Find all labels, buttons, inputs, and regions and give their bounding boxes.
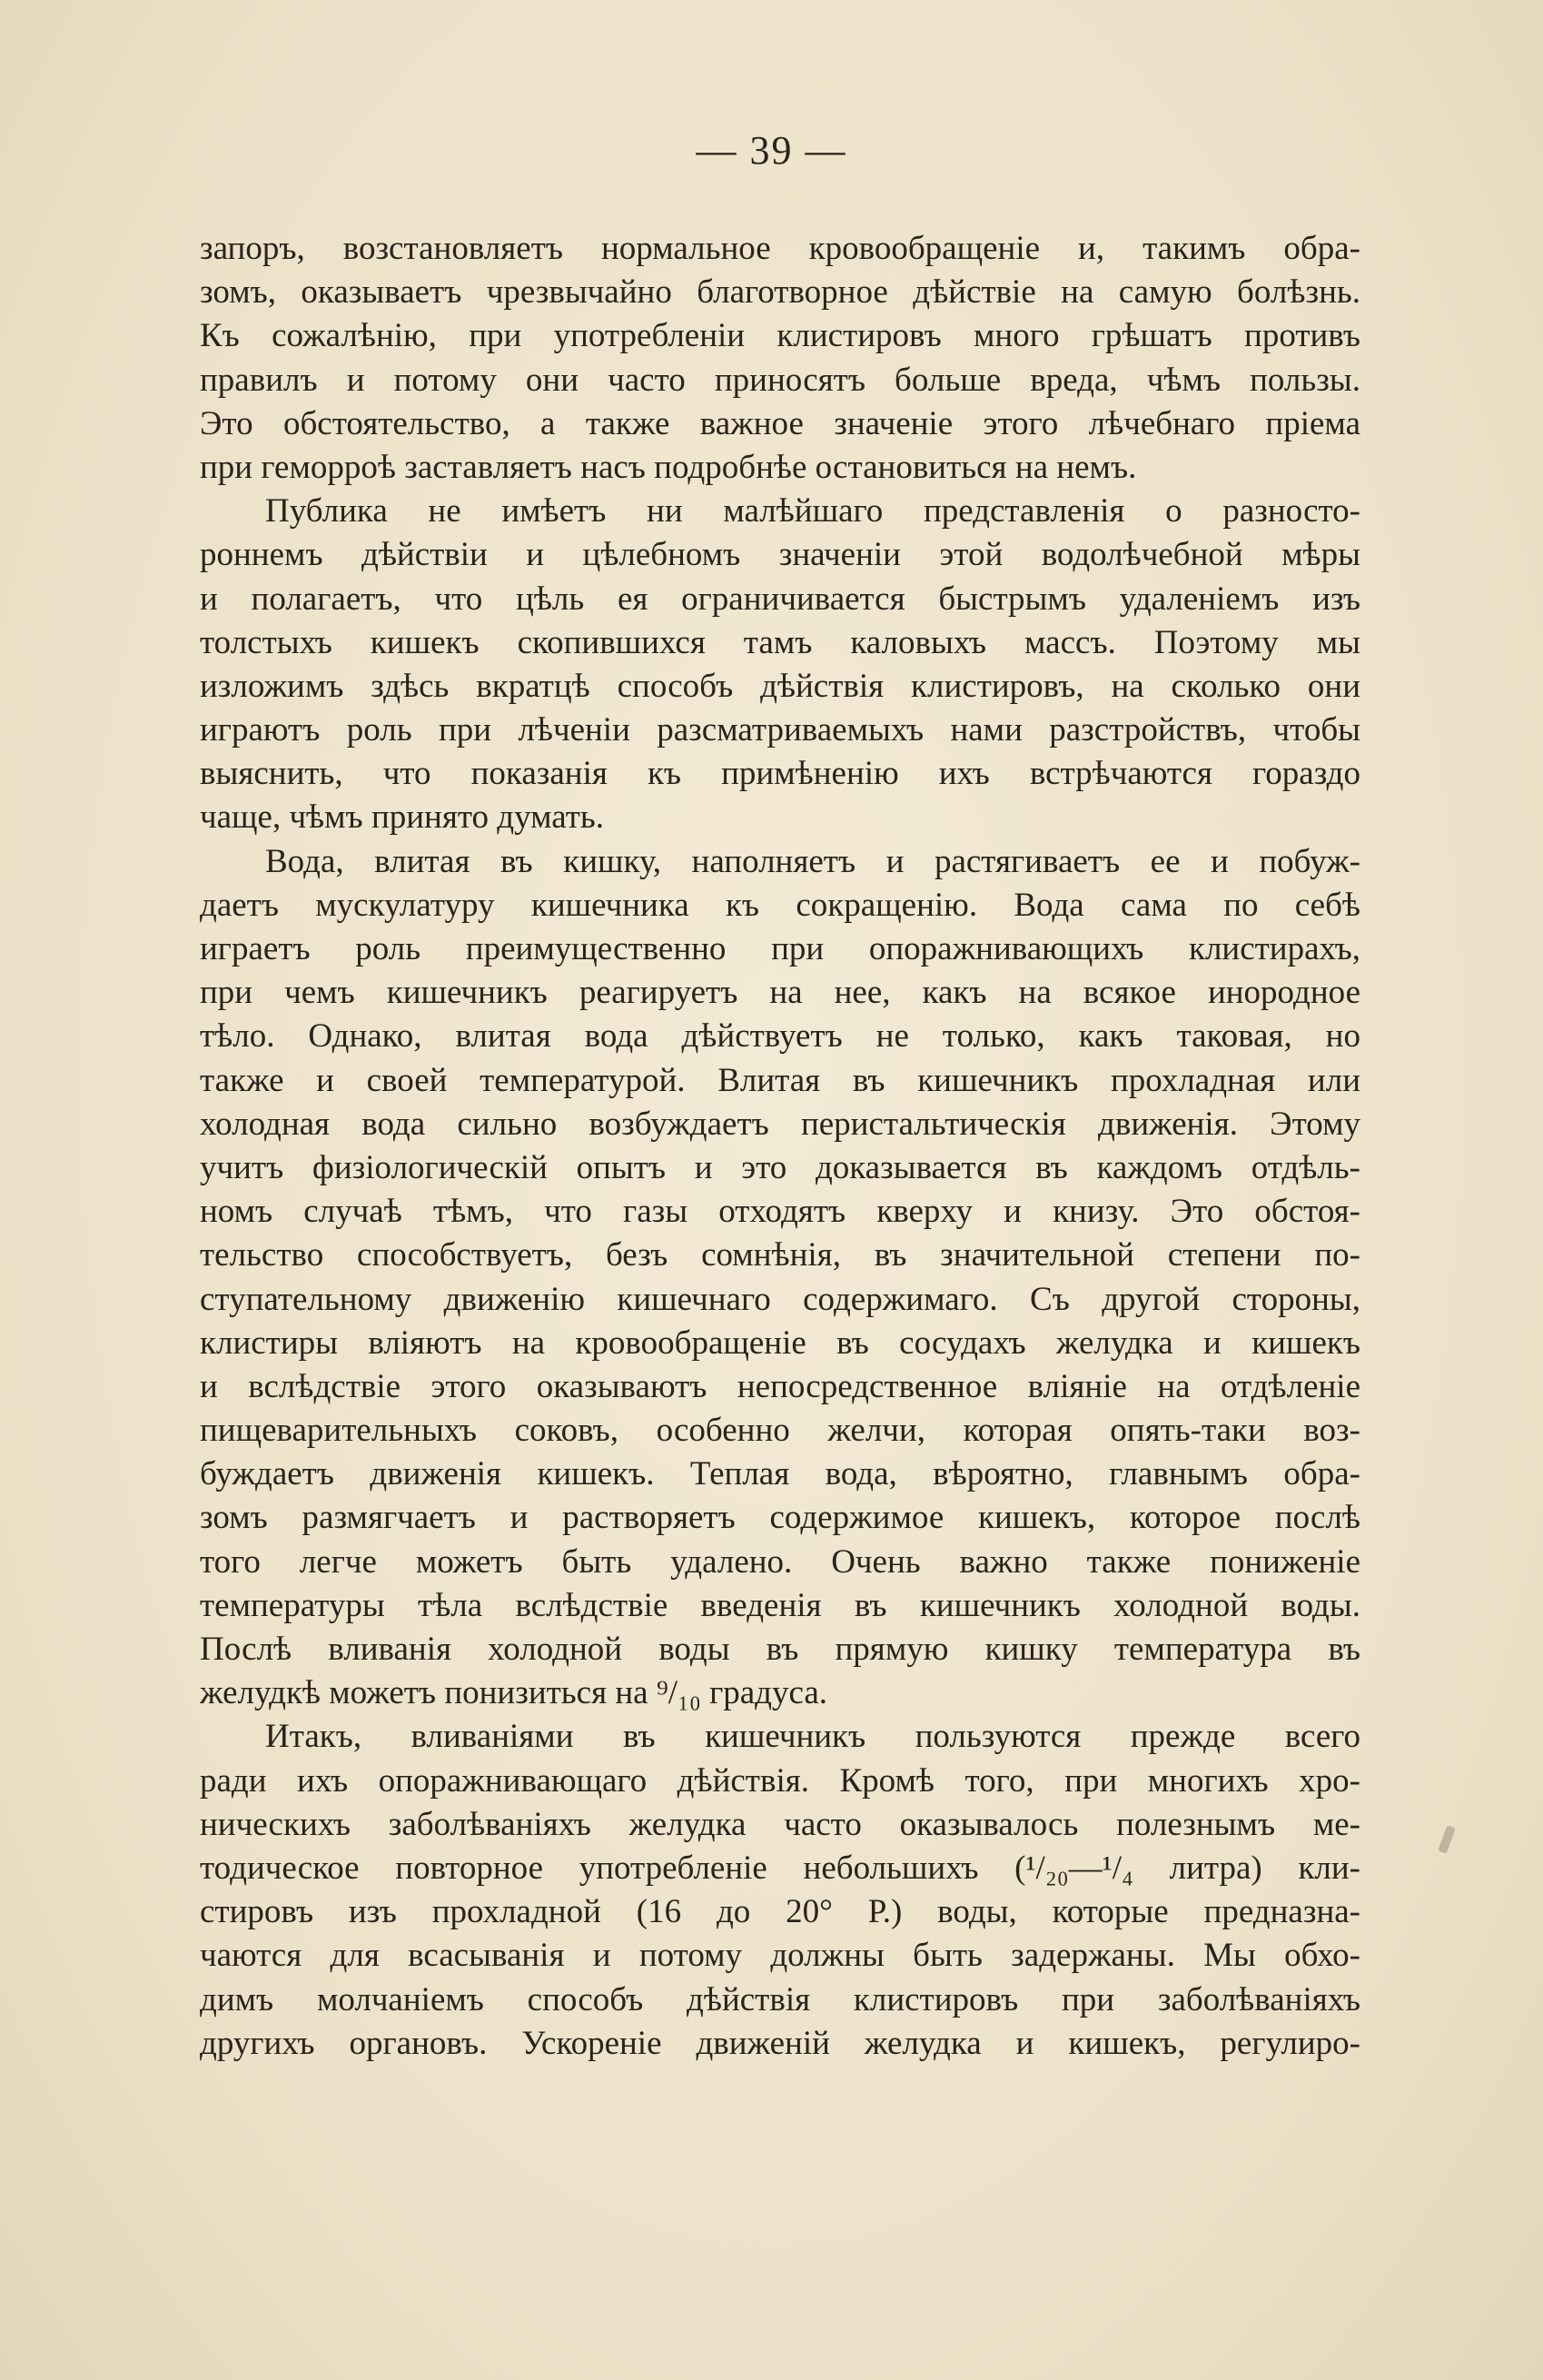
text-line: при чемъ кишечникъ реагируетъ на нее, какъ на всякое инородное (200, 974, 1360, 1012)
text-line: другихъ органовъ. Ускореніе движеній желудка и кишекъ, регулиро- (200, 2024, 1360, 2062)
text-line: того легче можетъ быть удалено. Очень важно также пониженіе (200, 1542, 1360, 1581)
text-line: при геморроѣ заставляетъ насъ подробнѣе остановиться на немъ. (200, 448, 1137, 486)
text-line: выяснить, что показанія къ примѣненію ихъ встрѣчаются гораздо (200, 755, 1360, 793)
text-line: ступательному движенію кишечнаго содержимаго. Съ другой стороны, (200, 1280, 1360, 1318)
text-line: Публика не имѣетъ ни малѣйшаго представленія о разносто- (265, 492, 1360, 531)
text-line: ническихъ заболѣваніяхъ желудка часто оказывалось полезнымъ ме- (200, 1805, 1360, 1843)
text-line: и полагаетъ, что цѣль ея ограничивается быстрымъ удаленіемъ изъ (200, 580, 1360, 618)
page-number: — 39 — (696, 128, 847, 173)
ink-mark (1438, 1825, 1456, 1854)
text-line: правилъ и потому они часто приносятъ больше вреда, чѣмъ пользы. (200, 361, 1360, 399)
text-line: Итакъ, вливаніями въ кишечникъ пользуются прежде всего (265, 1718, 1360, 1756)
text-line: чаще, чѣмъ принято думать. (200, 798, 605, 837)
text-line: играютъ роль при лѣченіи разсматриваемыхъ нами разстройствъ, чтобы (200, 711, 1360, 749)
text-line: толстыхъ кишекъ скопившихся тамъ каловыхъ массъ. Поэтому мы (200, 623, 1360, 661)
text-line: и вслѣдствіе этого оказываютъ непосредственное вліяніе на отдѣленіе (200, 1367, 1360, 1405)
text-line: тѣло. Однако, влитая вода дѣйствуетъ не только, какъ таковая, но (200, 1017, 1360, 1056)
text-line: даетъ мускулатуру кишечника къ сокращенію. Вода сама по себѣ (200, 886, 1360, 924)
text-line: тельство способствуетъ, безъ сомнѣнія, въ значительной степени по- (200, 1236, 1360, 1274)
text-line: изложимъ здѣсь вкратцѣ способъ дѣйствія клистировъ, на сколько они (200, 667, 1360, 705)
text-line: буждаетъ движенія кишекъ. Теплая вода, вѣроятно, главнымъ обра- (200, 1455, 1360, 1493)
text-line: Вода, влитая въ кишку, наполняетъ и растягиваетъ ее и побуж- (265, 842, 1360, 880)
text-line: желудкѣ можетъ понизиться на ⁹/₁₀ градуса. (200, 1674, 828, 1712)
text-line: ради ихъ опоражнивающаго дѣйствія. Кромѣ того, при многихъ хро- (200, 1761, 1360, 1800)
text-line: Это обстоятельство, а также важное значеніе этого лѣчебнаго пріема (200, 404, 1360, 442)
text-line: зомъ размягчаетъ и растворяетъ содержимое кишекъ, которое послѣ (200, 1499, 1360, 1537)
text-line: запоръ, возстановляетъ нормальное кровообращеніе и, такимъ обра- (200, 230, 1360, 267)
text-line: клистиры вліяютъ на кровообращеніе въ сосудахъ желудка и кишекъ (200, 1324, 1360, 1362)
text-line: играетъ роль преимущественно при опоражнивающихъ клистирахъ, (200, 930, 1360, 967)
text-line: тодическое повторное употребленіе небольшихъ (¹/₂₀—¹/₄ литра) кли- (200, 1849, 1360, 1887)
body-text (200, 227, 1360, 2066)
text-line: пищеварительныхъ соковъ, особенно желчи, которая опять-таки воз- (200, 1412, 1360, 1450)
text-line: димъ молчаніемъ способъ дѣйствія клистировъ при заболѣваніяхъ (200, 1980, 1360, 2018)
text-line: температуры тѣла вслѣдствіе введенія въ кишечникъ холодной воды. (200, 1586, 1360, 1624)
text-line: Къ сожалѣнію, при употребленіи клистировъ много грѣшатъ противъ (200, 317, 1360, 355)
text-line: также и своей температурой. Влитая въ кишечникъ прохладная или (200, 1061, 1360, 1099)
text-line: холодная вода сильно возбуждаетъ перистальтическія движенія. Этому (200, 1105, 1360, 1143)
text-line: чаются для всасыванія и потому должны быть задержаны. Мы обхо- (200, 1937, 1360, 1975)
text-line: зомъ, оказываетъ чрезвычайно благотворное дѣйствіе на самую болѣзнь. (200, 273, 1360, 312)
text-line: Послѣ вливанія холодной воды въ прямую кишку температура въ (200, 1631, 1360, 1668)
text-line: стировъ изъ прохладной (16 до 20° Р.) воды, которые предназна- (200, 1893, 1360, 1931)
text-line: номъ случаѣ тѣмъ, что газы отходятъ кверху и книзу. Это обстоя- (200, 1193, 1360, 1231)
text-line: учитъ физіологическій опытъ и это доказывается въ каждомъ отдѣль- (200, 1148, 1360, 1186)
text-line: роннемъ дѣйствіи и цѣлебномъ значеніи этой водолѣчебной мѣры (200, 536, 1360, 574)
